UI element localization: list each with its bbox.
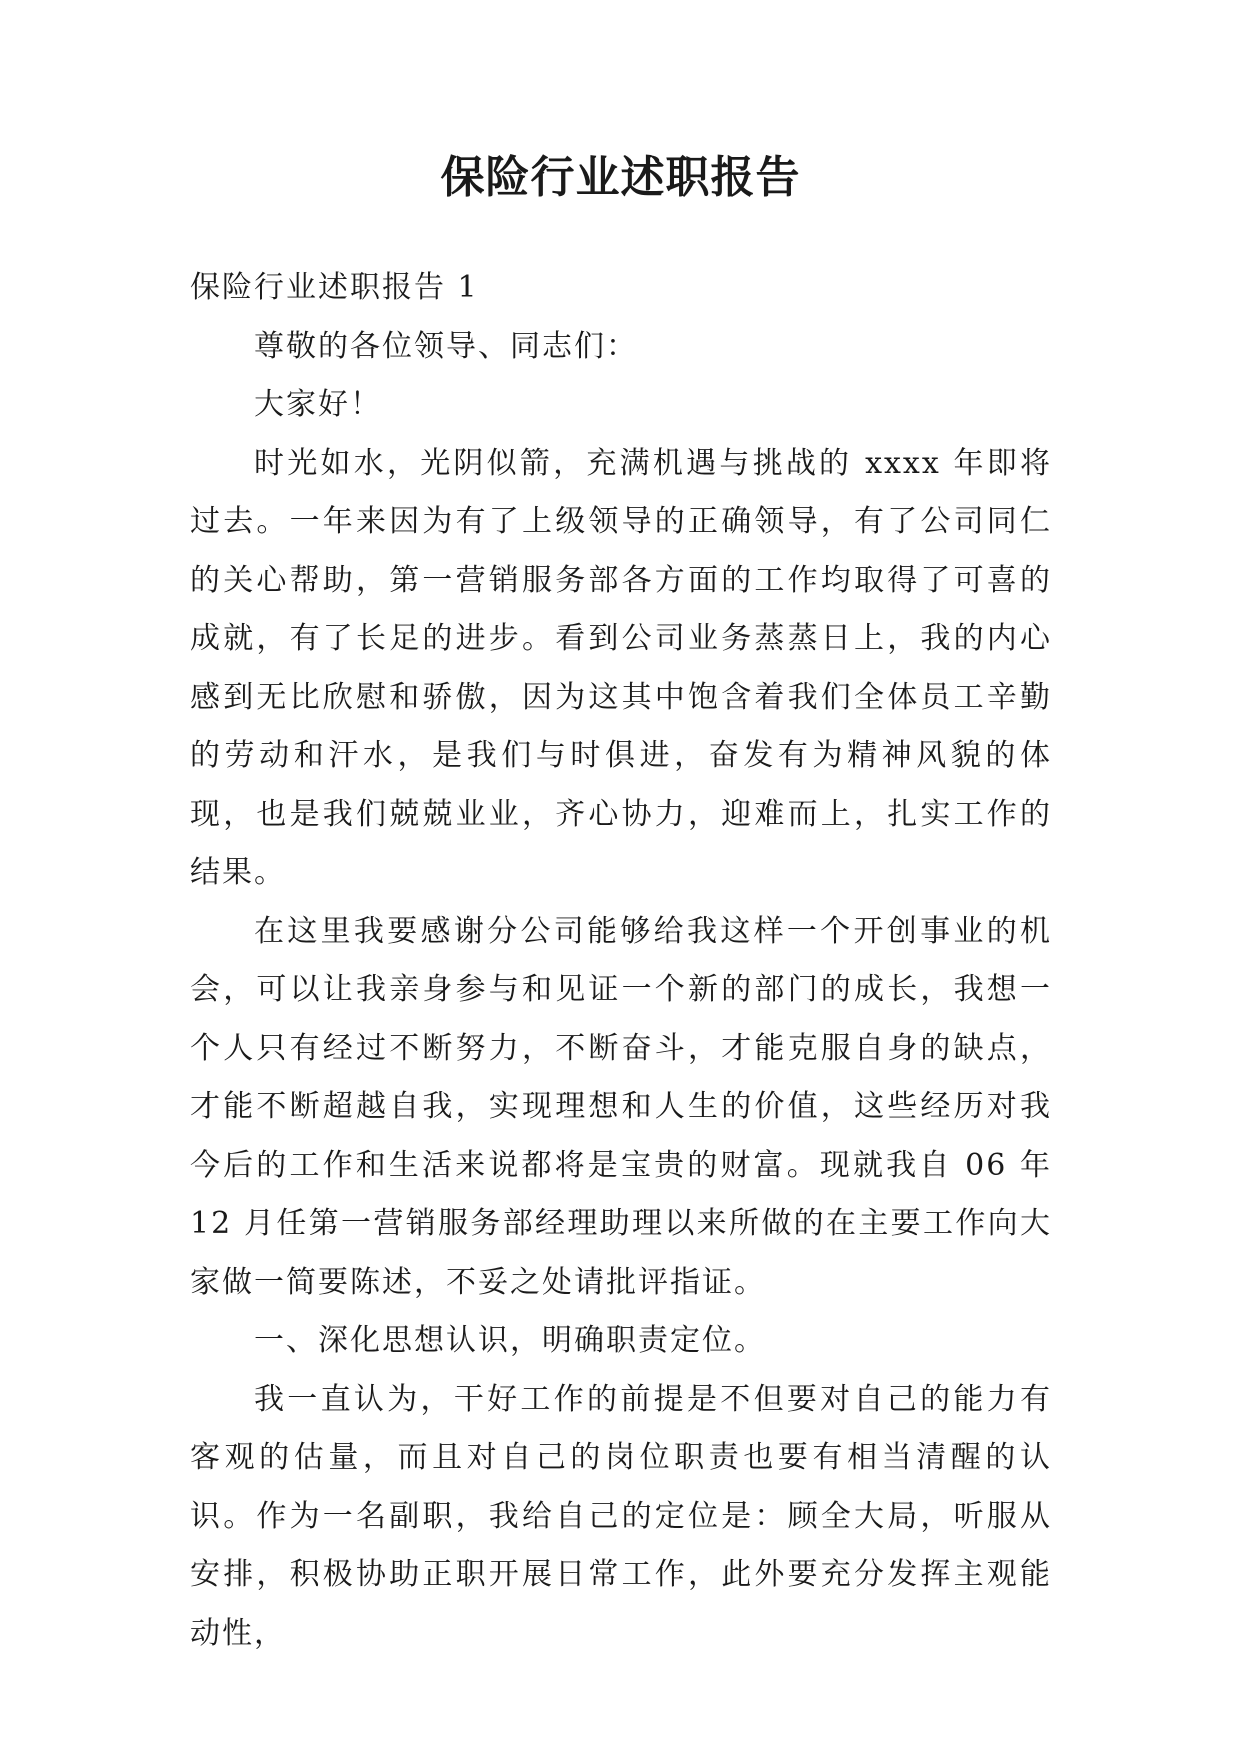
section-heading: 保险行业述职报告 1 bbox=[190, 270, 479, 305]
salutation-paragraph: 尊敬的各位领导、同志们： bbox=[254, 328, 638, 364]
document-body bbox=[190, 259, 1052, 1663]
document-title: 保险行业述职报告 bbox=[440, 152, 801, 203]
subsection-heading: 一、深化思想认识，明确职责定位。 bbox=[254, 1323, 766, 1358]
greeting-paragraph: 大家好！ bbox=[254, 387, 382, 422]
body-paragraph: 我一直认为，干好工作的前提是不但要对自己的能力有客观的估量，而且对自己的岗位职责也要有相当清醒的认识。作为一名副职，我给自己的定位是：顾全大局，听服从安排，积极协助正职开展日常工作，此外要充分发挥主观能动性， bbox=[190, 1381, 1052, 1651]
body-paragraph: 在这里我要感谢分公司能够给我这样一个开创事业的机会，可以让我亲身参与和见证一个新的部门的成长，我想一个人只有经过不断努力，不断奋斗，才能克服自身的缺点，才能不断超越自我，实现理想和人生的价值，这些经历对我今后的工作和生活来说都将是宝贵的财富。现就我自 06 年 12 月任第一营销服务部经理助理以来所做的在主要工作向大家做一简要陈述，不妥之处请批评指证。 bbox=[190, 913, 1052, 1300]
body-paragraph: 时光如水，光阴似箭，充满机遇与挑战的 xxxx 年即将过去。一年来因为有了上级领导的正确领导，有了公司同仁的关心帮助，第一营销服务部各方面的工作均取得了可喜的成就，有了长足的进步。看到公司业务蒸蒸日上，我的内心感到无比欣慰和骄傲，因为这其中饱含着我们全体员工辛勤的劳动和汗水，是我们与时俱进，奋发有为精神风貌的体现，也是我们兢兢业业，齐心协力，迎难而上，扎实工作的结果。 bbox=[190, 445, 1052, 890]
